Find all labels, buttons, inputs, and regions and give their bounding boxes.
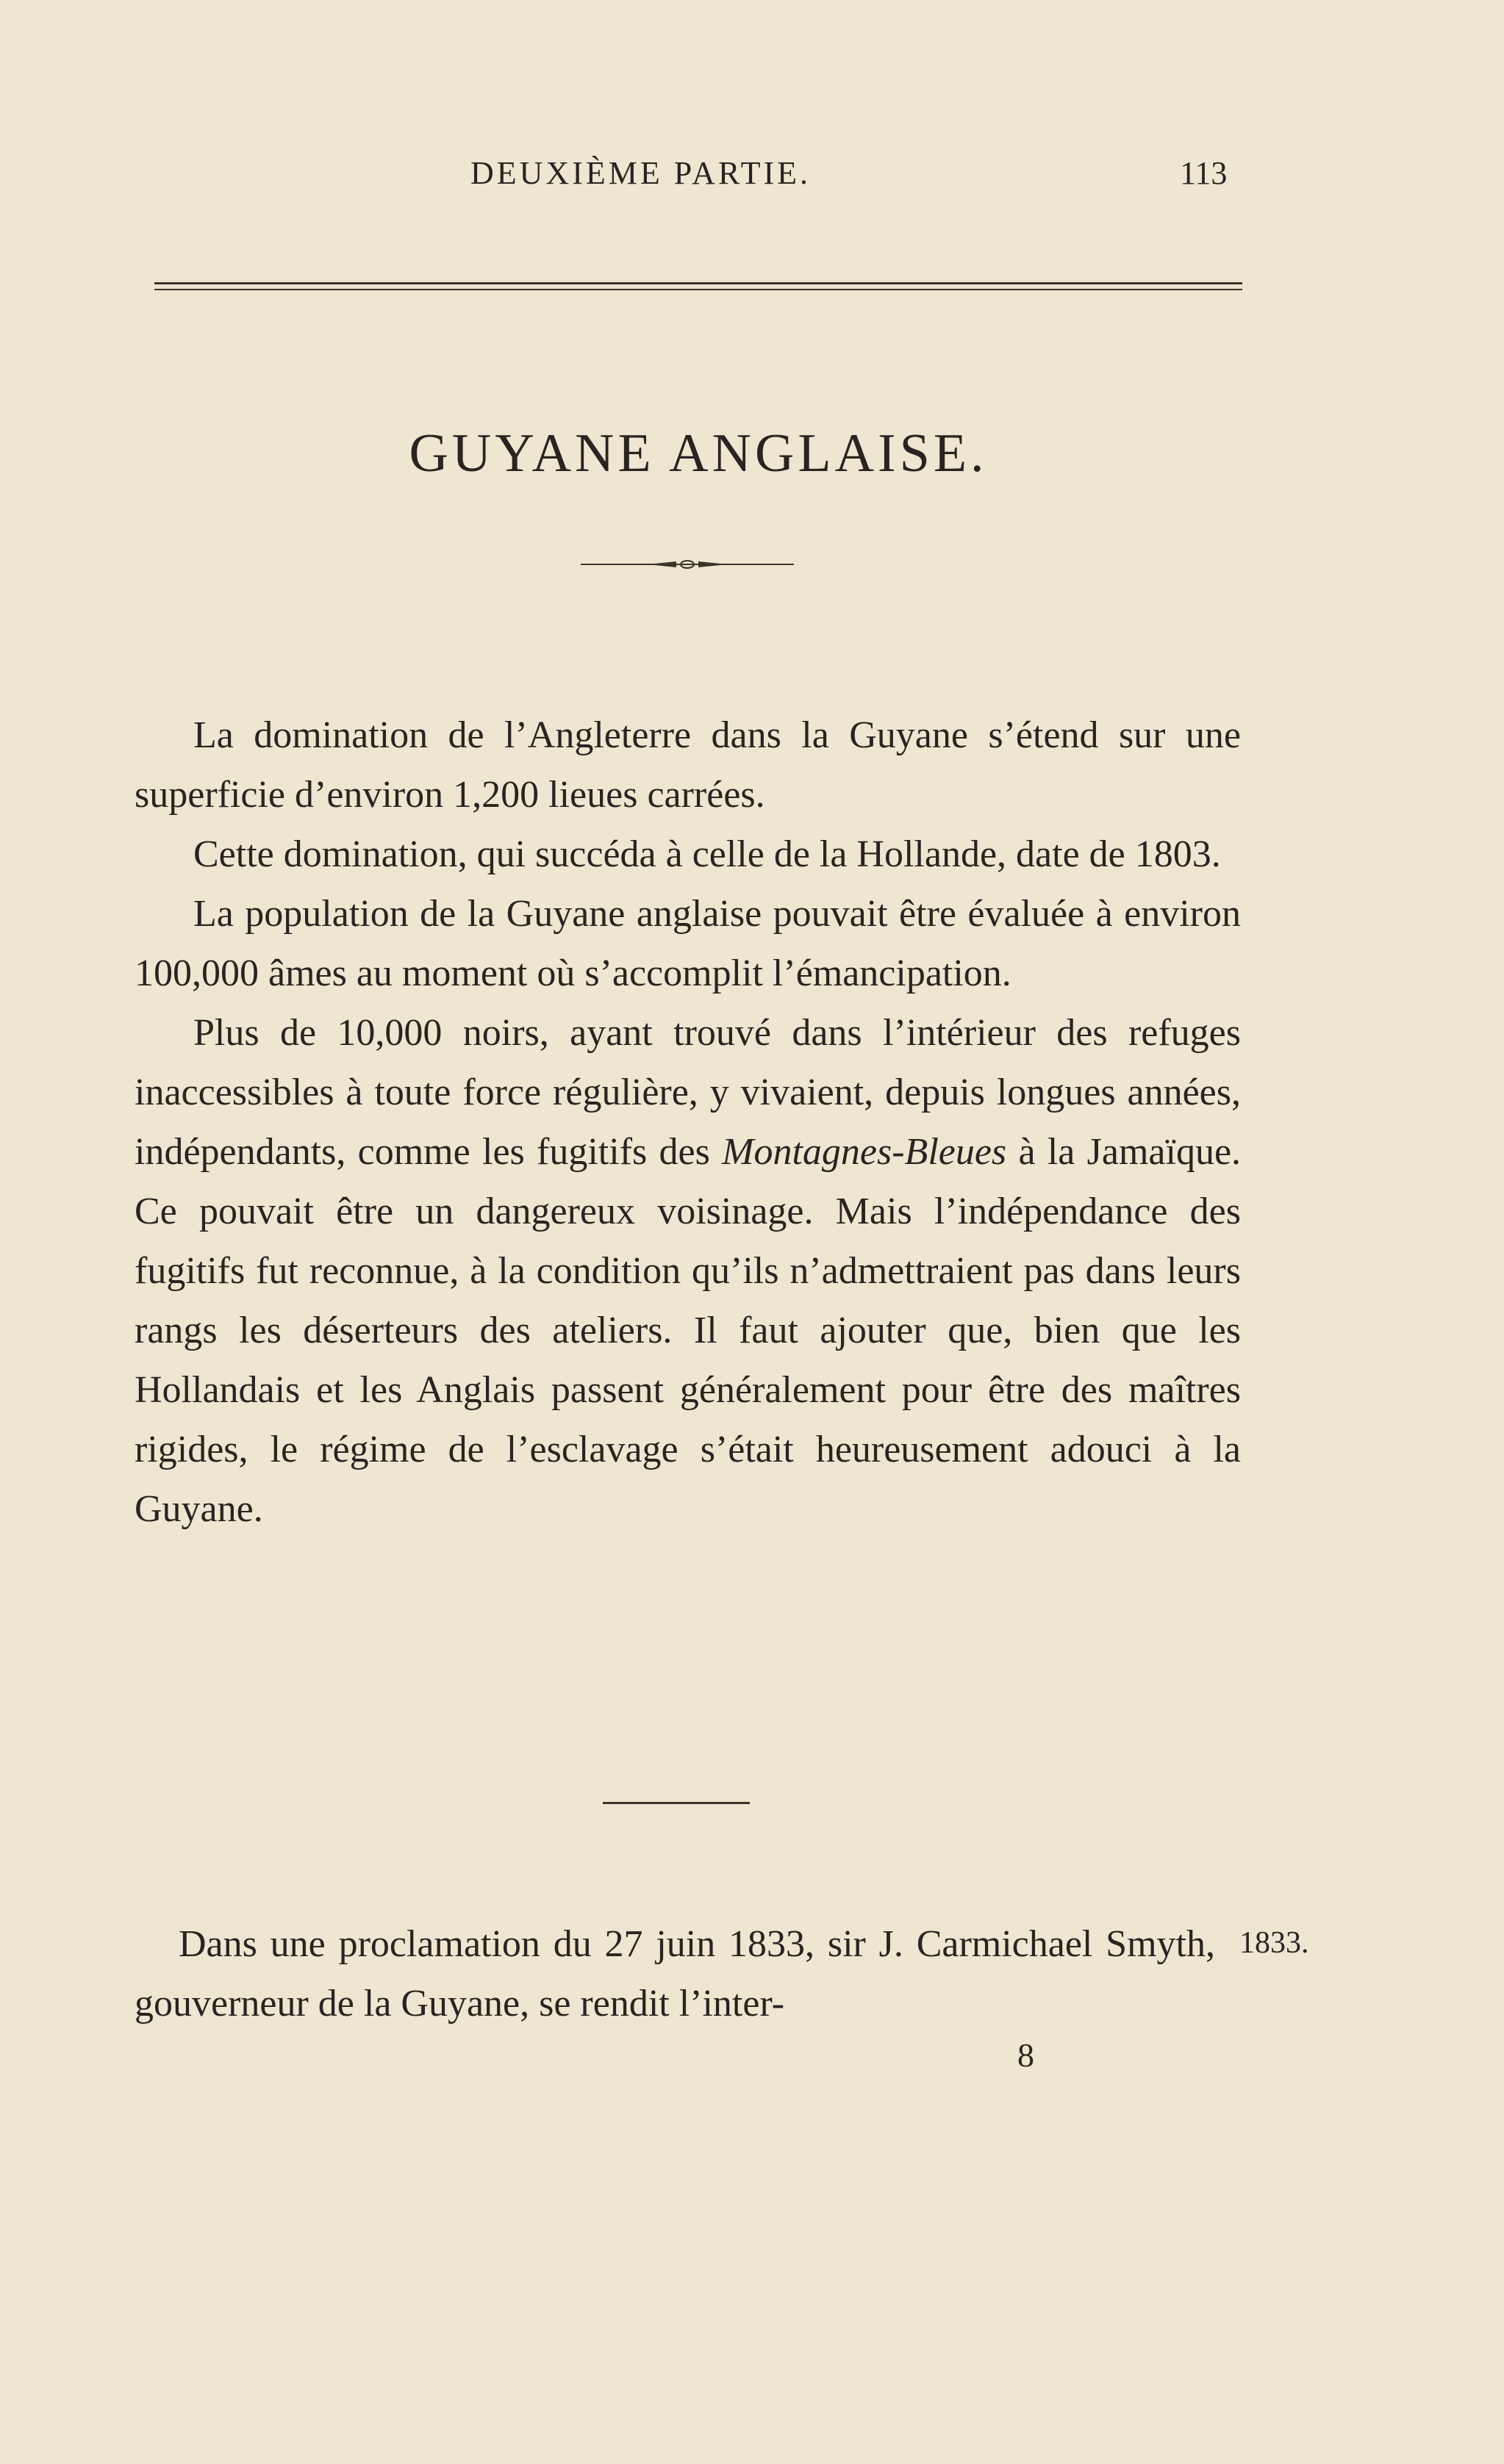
paragraph: Dans une proclamation du 27 juin 1833, sir J. Carmichael Smyth, gouverneur de la Guyane, se rendit l’inter- bbox=[135, 1923, 1215, 2025]
header-rule bbox=[154, 282, 1242, 291]
ornament-divider bbox=[581, 558, 794, 570]
page-number: 113 bbox=[1180, 155, 1228, 191]
body-text-continued bbox=[135, 1914, 1215, 2033]
italic-place-name: Montagnes-Bleues bbox=[722, 1131, 1007, 1173]
paragraph: La domination de l’Angleterre dans la Guyane s’étend sur une superficie d’environ 1,200 lieues carrées. bbox=[135, 714, 1241, 816]
paragraph: Cette domination, qui succéda à celle de la Hollande, date de 1803. bbox=[193, 833, 1221, 875]
paragraph-text: à la Jamaïque. Ce pouvait être un dangereux voisinage. Mais l’indépendance des fugitifs fut reconnue, à la condition qu’ils n’admettraient pas dans leurs rangs les déserteurs des ateliers. Il faut ajouter que, bien que les Hollandais et les Anglais passent généralement pour être des maîtres rigides, le régime de l’esclavage s’était heureusement adouci à la Guyane. bbox=[135, 1131, 1242, 1530]
margin-note-year: 1833. bbox=[1239, 1926, 1309, 1960]
chapter-title: GUYANE ANGLAISE. bbox=[409, 423, 988, 484]
paragraph-text: Plus de 10,000 noirs, ayant trouvé dans l’intérieur des refuges inaccessibles à toute force régulière, y vivaient, depuis longues années, indépendants, comme les fugitifs des bbox=[135, 1012, 1241, 1173]
section-divider bbox=[603, 1802, 750, 1804]
signature-mark: 8 bbox=[1017, 2036, 1034, 2074]
paragraph: La population de la Guyane anglaise pouvait être évaluée à environ 100,000 âmes au moment où s’accomplit l’émancipation. bbox=[135, 893, 1241, 994]
body-text bbox=[135, 705, 1241, 1539]
running-head: DEUXIÈME PARTIE. bbox=[470, 155, 812, 191]
paragraph bbox=[135, 1003, 1241, 1539]
